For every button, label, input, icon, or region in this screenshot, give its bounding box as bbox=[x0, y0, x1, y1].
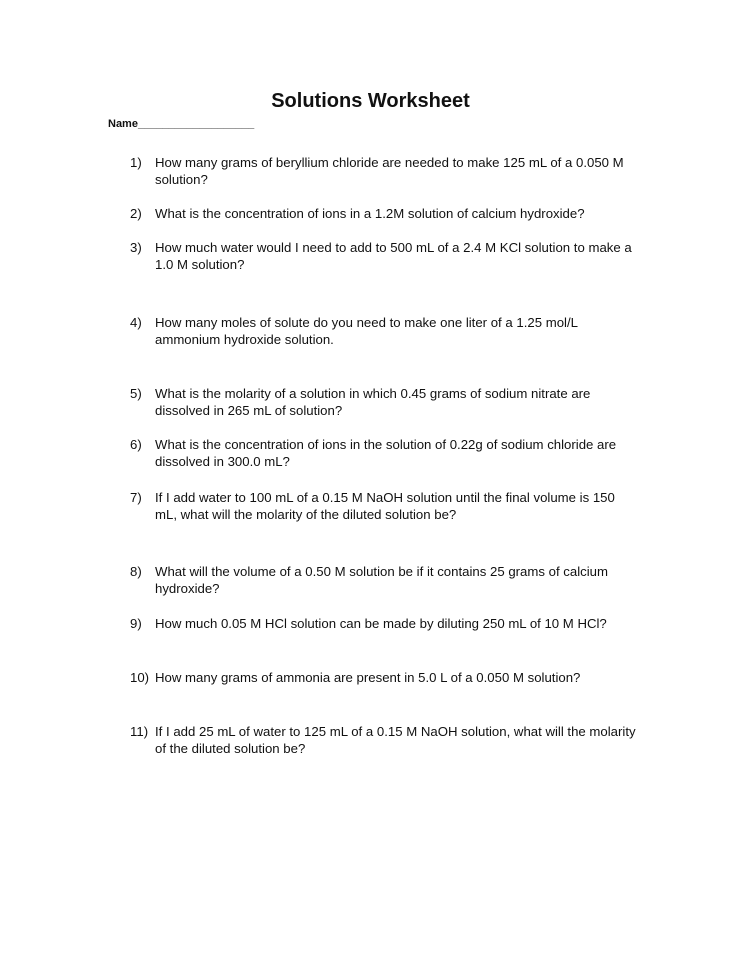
question-text: How much 0.05 M HCl solution can be made by diluting 250 mL of 10 M HCl? bbox=[155, 616, 607, 631]
question-1 bbox=[130, 154, 640, 188]
question-number: 9) bbox=[130, 616, 142, 631]
question-text: How much water would I need to add to 500 mL of a 2.4 M KCl solution to make a 1.0 M solution? bbox=[155, 240, 632, 272]
question-number: 5) bbox=[130, 386, 142, 401]
question-number: 4) bbox=[130, 315, 142, 330]
question-2 bbox=[130, 205, 640, 222]
question-number: 2) bbox=[130, 206, 142, 221]
question-8 bbox=[130, 563, 640, 597]
page-title: Solutions Worksheet bbox=[271, 90, 470, 112]
question-number: 7) bbox=[130, 490, 142, 505]
question-number: 3) bbox=[130, 240, 142, 255]
question-text: What is the concentration of ions in a 1.2M solution of calcium hydroxide? bbox=[155, 206, 585, 221]
question-text: If I add water to 100 mL of a 0.15 M NaOH solution until the final volume is 150 mL, what will the molarity of the diluted solution be? bbox=[155, 490, 615, 522]
question-text: What is the concentration of ions in the solution of 0.22g of sodium chloride are dissolved in 300.0 mL? bbox=[155, 437, 617, 469]
question-text: How many grams of ammonia are present in 5.0 L of a 0.050 M solution? bbox=[155, 670, 581, 685]
question-text: If I add 25 mL of water to 125 mL of a 0.15 M NaOH solution, what will the molarity of the diluted solution be? bbox=[155, 724, 636, 756]
question-text: What will the volume of a 0.50 M solution be if it contains 25 grams of calcium hydroxide? bbox=[155, 564, 608, 596]
question-number: 8) bbox=[130, 564, 142, 579]
question-6 bbox=[130, 436, 640, 470]
question-text: What is the molarity of a solution in which 0.45 grams of sodium nitrate are dissolved in 265 mL of solution? bbox=[155, 386, 591, 418]
question-number: 1) bbox=[130, 155, 142, 170]
question-3 bbox=[130, 239, 640, 273]
question-text: How many grams of beryllium chloride are needed to make 125 mL of a 0.050 M solution? bbox=[155, 155, 624, 187]
question-5 bbox=[130, 385, 640, 419]
name-field: Name___________________ bbox=[108, 118, 255, 130]
question-4 bbox=[130, 314, 640, 348]
question-7 bbox=[130, 489, 640, 523]
question-number: 6) bbox=[130, 437, 142, 452]
question-text: How many moles of solute do you need to make one liter of a 1.25 mol/L ammonium hydroxide solution. bbox=[155, 315, 578, 347]
question-11 bbox=[130, 723, 640, 757]
question-number: 11) bbox=[130, 724, 149, 739]
question-10 bbox=[130, 669, 640, 686]
question-number: 10) bbox=[130, 670, 150, 685]
question-9 bbox=[130, 615, 640, 632]
